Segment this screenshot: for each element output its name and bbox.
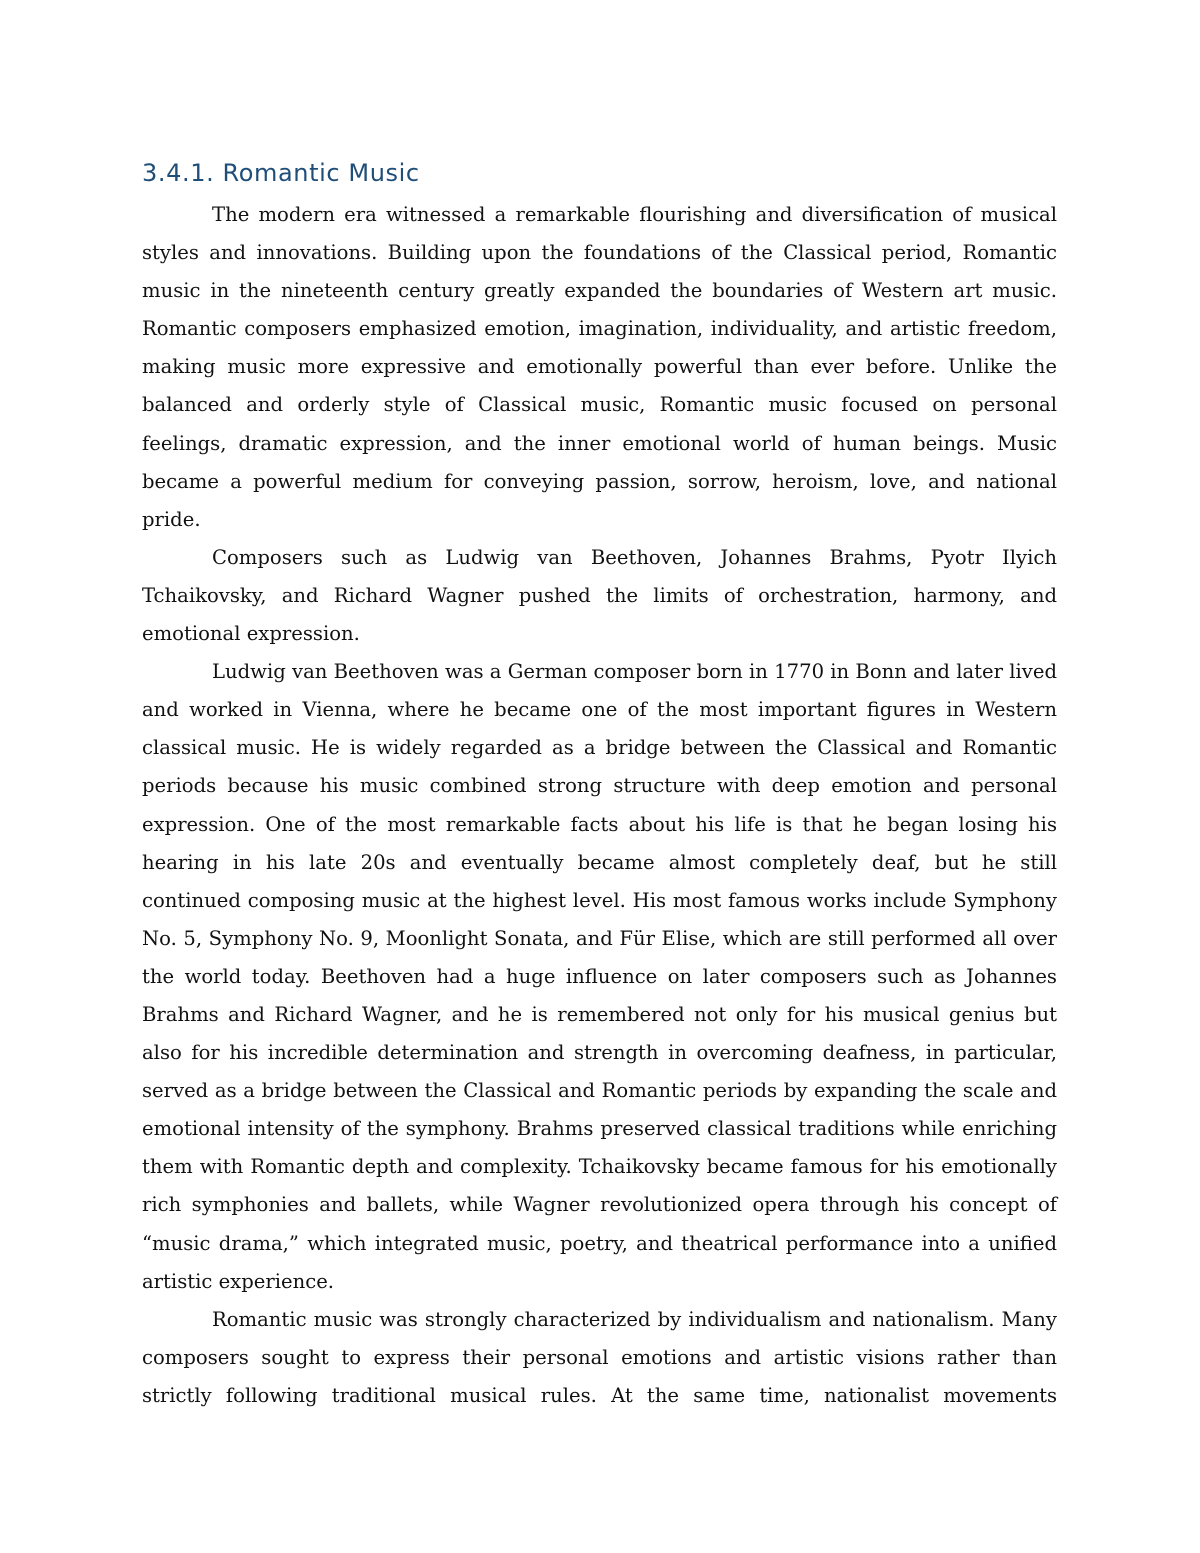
body-paragraph: Ludwig van Beethoven was a German composer born in 1770 in Bonn and later lived and worked in Vienna, where he became one of the most important figures in Western classical music. He is widely regarded as a bridge between the Classical and Romantic periods because his music combined strong structure with deep emotion and personal expression. One of the most remarkable facts about his life is that he began losing his hearing in his late 20s and eventually became almost completely deaf, but he still continued composing music at the highest level. His most famous works include Symphony No. 5, Symphony No. 9, Moonlight Sonata, and Für Elise, which are still performed all over the world today. Beethoven had a huge influence on later composers such as Johannes Brahms and Richard Wagner, and he is remembered not only for his musical genius but also for his incredible determination and strength in overcoming deafness, in particular, served as a bridge between the Classical and Romantic periods by expanding the scale and emotional intensity of the symphony. Brahms preserved classical traditions while enriching them with Romantic depth and complexity. Tchaikovsky became famous for his emotionally rich symphonies and ballets, while Wagner revolutionized opera through his concept of “music drama,” which integrated music, poetry, and theatrical performance into a unified artistic experience. — [142, 660, 1057, 1293]
body-paragraph: Composers such as Ludwig van Beethoven, Johannes Brahms, Pyotr Ilyich Tchaikovsky, and Richard Wagner pushed the limits of orchestration, harmony, and emotional expression. — [142, 545, 1057, 646]
body-paragraph: The modern era witnessed a remarkable flourishing and diversification of musical styles and innovations. Building upon the foundations of the Classical period, Romantic music in the nineteenth century greatly expanded the boundaries of Western art music. Romantic composers emphasized emotion, imagination, individuality, and artistic freedom, making music more expressive and emotionally powerful than ever before. Unlike the balanced and orderly style of Classical music, Romantic music focused on personal feelings, dramatic expression, and the inner emotional world of human beings. Music became a powerful medium for conveying passion, sorrow, heroism, love, and national pride. — [142, 203, 1057, 531]
section-heading: 3.4.1. Romantic Music — [142, 159, 420, 187]
page-content — [142, 150, 1057, 1415]
body-paragraph: Romantic music was strongly characterized by individualism and nationalism. Many composers sought to express their personal emotions and artistic visions rather than strictly following traditional musical rules. At the same time, nationalist movements — [142, 1307, 1057, 1407]
